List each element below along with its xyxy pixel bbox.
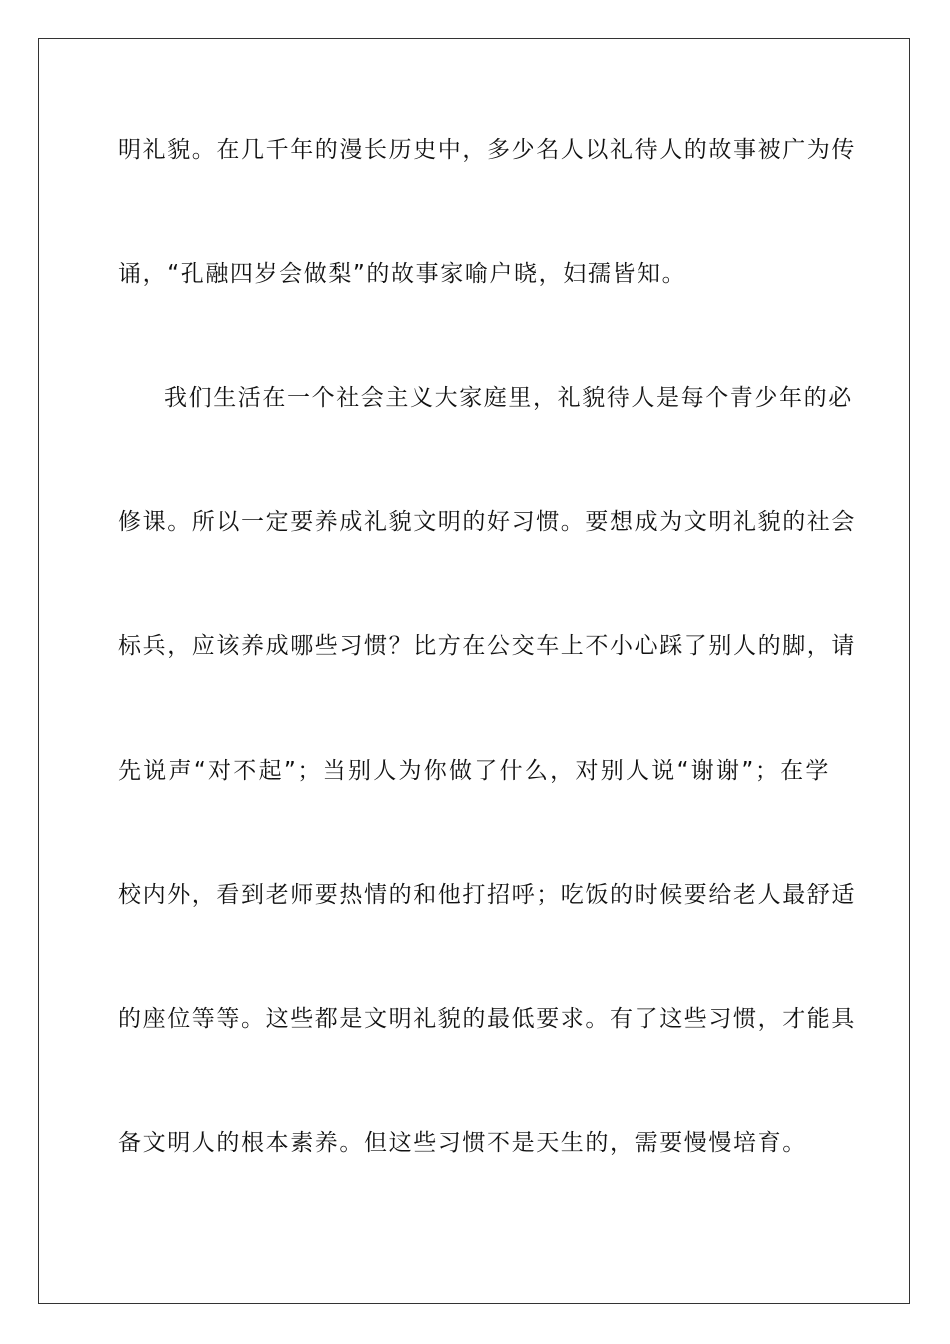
page-frame	[38, 38, 910, 1304]
paragraph-2-line-4: 先说声“对不起”；当别人为你做了什么，对别人说“谢谢”；在学	[118, 758, 830, 784]
paragraph-2-line-7: 备文明人的根本素养。但这些习惯不是天生的，需要慢慢培育。	[118, 1130, 807, 1156]
text-line-2: 诵，“孔融四岁会做梨”的故事家喻户晓，妇孺皆知。	[118, 261, 687, 287]
text-line-1: 明礼貌。在几千年的漫长历史中，多少名人以礼待人的故事被广为传	[118, 137, 856, 163]
paragraph-2-line-1: 我们生活在一个社会主义大家庭里，礼貌待人是每个青少年的必	[164, 385, 853, 411]
paragraph-2-line-5: 校内外，看到老师要热情的和他打招呼；吃饭的时候要给老人最舒适	[118, 882, 856, 908]
paragraph-2-line-6: 的座位等等。这些都是文明礼貌的最低要求。有了这些习惯，才能具	[118, 1006, 856, 1032]
paragraph-2-line-3: 标兵，应该养成哪些习惯？比方在公交车上不小心踩了别人的脚，请	[118, 633, 856, 659]
paragraph-2-line-2: 修课。所以一定要养成礼貌文明的好习惯。要想成为文明礼貌的社会	[118, 509, 856, 535]
